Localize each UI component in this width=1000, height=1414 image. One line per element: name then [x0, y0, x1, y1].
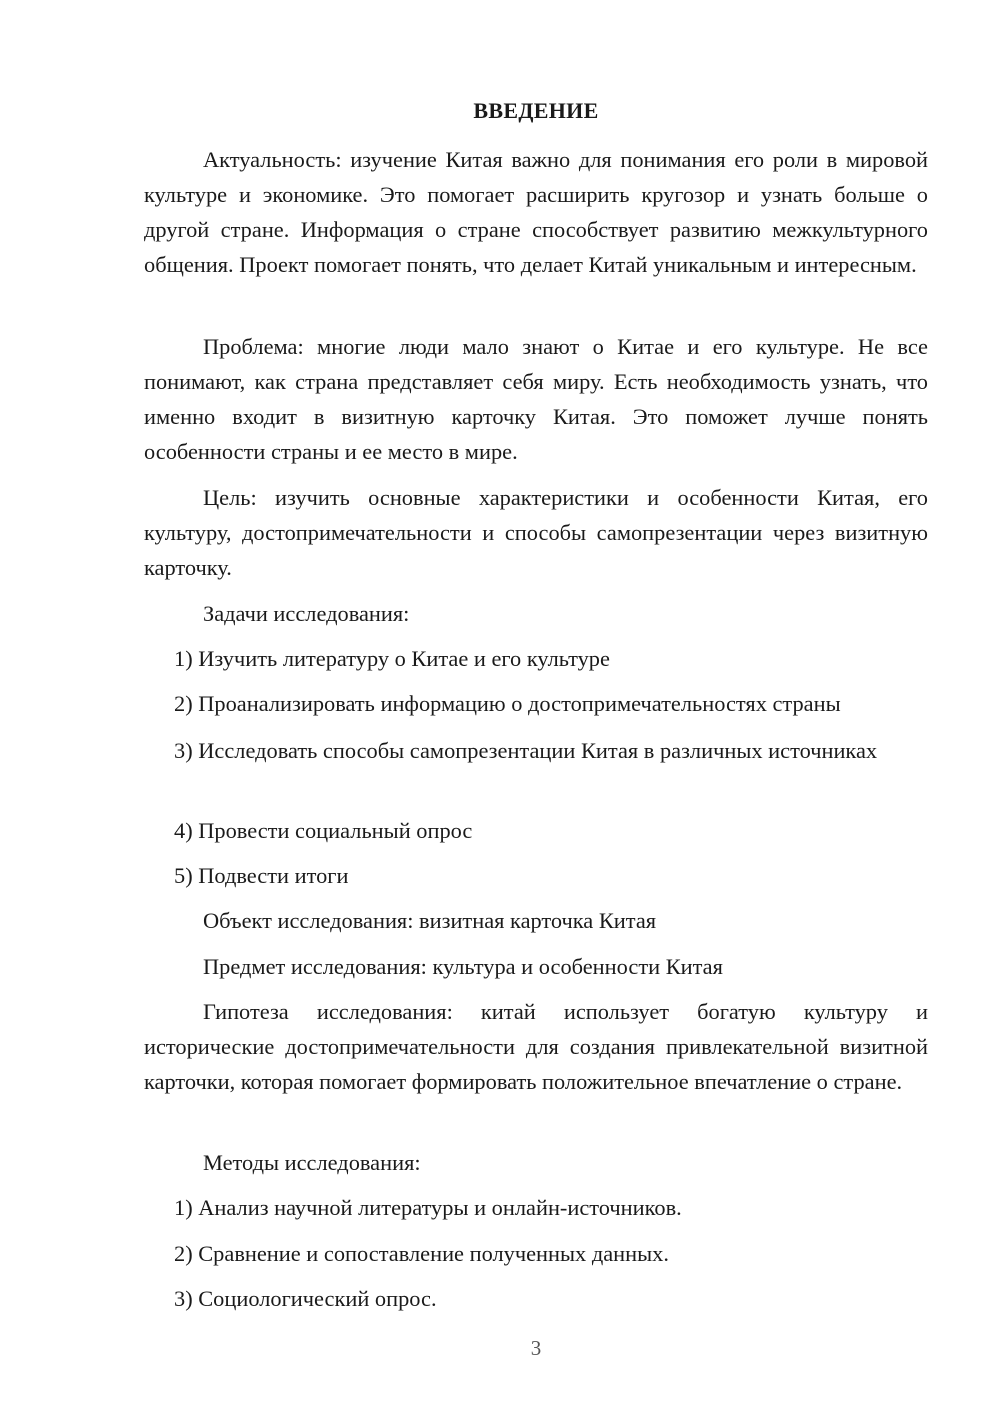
method-item-1: 1) Анализ научной литературы и онлайн-источников. — [174, 1195, 682, 1220]
task-item-2: 2) Проанализировать информацию о достопримечательностях страны — [174, 691, 841, 716]
methods-heading: Методы исследования: — [203, 1150, 421, 1175]
method-item-2: 2) Сравнение и сопоставление полученных данных. — [174, 1241, 669, 1266]
problem-paragraph: Проблема: многие люди мало знают о Китае и его культуре. Не все понимают, как страна представляет себя миру. Есть необходимость узнать, что именно входит в визитную карточку Китая. Это поможет лучше понять особенности страны и ее место в мире. — [144, 334, 928, 464]
object-paragraph: Объект исследования: визитная карточка Китая — [203, 908, 657, 933]
section-title: ВВЕДЕНИЕ — [473, 98, 599, 123]
goal-paragraph: Цель: изучить основные характеристики и особенности Китая, его культуру, достопримечательности и способы самопрезентации через визитную карточку. — [144, 485, 928, 580]
subject-paragraph: Предмет исследования: культура и особенности Китая — [203, 954, 723, 979]
task-item-4: 4) Провести социальный опрос — [174, 818, 473, 843]
task-item-1: 1) Изучить литературу о Китае и его культуре — [174, 646, 610, 671]
relevance-paragraph: Актуальность: изучение Китая важно для понимания его роли в мировой культуре и экономике. Это помогает расширить кругозор и узнать больше о другой стране. Информация о стране способствует развитию межкультурного общения. Проект помогает понять, что делает Китай уникальным и интересным. — [144, 147, 928, 277]
page-number: 3 — [530, 1336, 542, 1360]
hypothesis-paragraph: Гипотеза исследования: китай использует богатую культуру и исторические достопримечательности для создания привлекательной визитной карточки, которая помогает формировать положительное впечатление о стране. — [144, 999, 928, 1094]
method-item-3: 3) Социологический опрос. — [174, 1286, 437, 1311]
tasks-heading: Задачи исследования: — [203, 601, 410, 626]
task-item-5: 5) Подвести итоги — [174, 863, 349, 888]
task-item-3: 3) Исследовать способы самопрезентации Китая в различных источниках — [174, 738, 878, 763]
